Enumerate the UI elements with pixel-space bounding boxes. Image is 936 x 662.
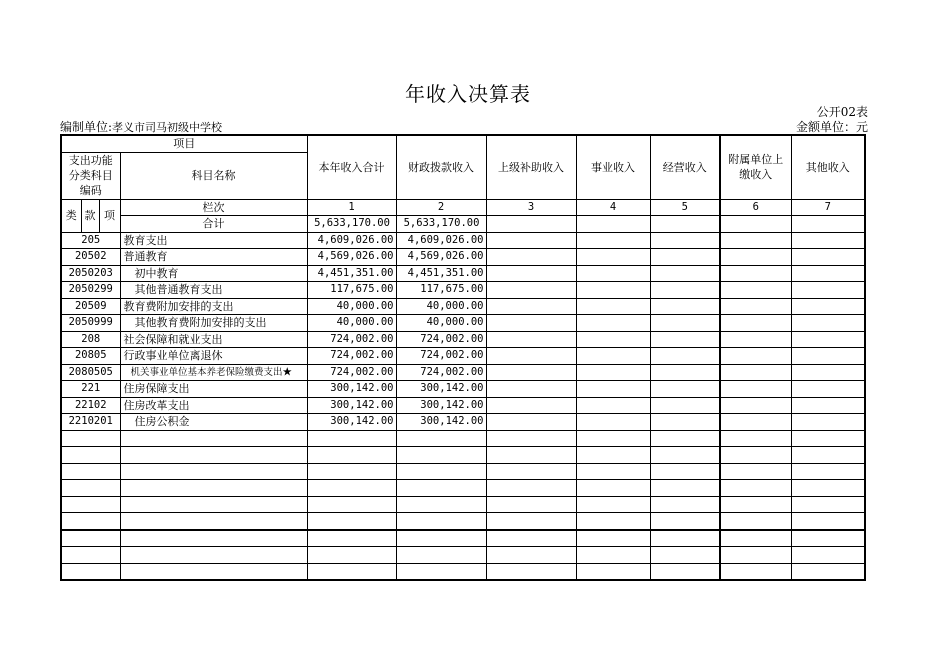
empty-row	[61, 447, 865, 464]
col-num-4: 4	[576, 199, 650, 216]
table-row	[61, 315, 865, 332]
row-code: 20805	[61, 348, 120, 365]
table-row	[61, 249, 865, 266]
row-code: 2210201	[61, 414, 120, 431]
row-name: 教育支出	[120, 232, 307, 249]
row-v2: 4,569,026.00	[396, 249, 486, 266]
row-v2: 300,142.00	[396, 397, 486, 414]
header-col-1: 本年收入合计	[307, 135, 396, 199]
row-v1: 300,142.00	[307, 397, 396, 414]
table-row	[61, 232, 865, 249]
total-label: 合计	[120, 216, 307, 233]
table-row	[61, 348, 865, 365]
row-name: 住房公积金	[120, 414, 307, 431]
col-num-3: 3	[486, 199, 576, 216]
row-v1: 724,002.00	[307, 364, 396, 381]
table-row	[61, 282, 865, 299]
row-v2: 300,142.00	[396, 381, 486, 398]
row-code: 208	[61, 331, 120, 348]
org-name: 孝义市司马初级中学校	[112, 121, 223, 134]
row-name: 行政事业单位离退休	[120, 348, 307, 365]
table-row-total	[61, 216, 865, 233]
row-name: 初中教育	[120, 265, 307, 282]
row-code: 20502	[61, 249, 120, 266]
row-v1: 117,675.00	[307, 282, 396, 299]
row-name: 社会保障和就业支出	[120, 331, 307, 348]
row-v2: 40,000.00	[396, 315, 486, 332]
table-row	[61, 381, 865, 398]
row-code: 2050299	[61, 282, 120, 299]
header-item: 项目	[61, 135, 307, 152]
col-num-7: 7	[791, 199, 865, 216]
col-num-6: 6	[720, 199, 791, 216]
row-v1: 724,002.00	[307, 331, 396, 348]
row-v2: 40,000.00	[396, 298, 486, 315]
row-v2: 724,002.00	[396, 331, 486, 348]
row-name: 机关事业单位基本养老保险缴费支出★	[120, 364, 307, 381]
row-v1: 40,000.00	[307, 298, 396, 315]
table-row	[61, 397, 865, 414]
header-col-5: 经营收入	[650, 135, 720, 199]
row-v1: 300,142.00	[307, 414, 396, 431]
row-v1: 724,002.00	[307, 348, 396, 365]
row-v2: 117,675.00	[396, 282, 486, 299]
row-name: 住房保障支出	[120, 381, 307, 398]
row-code: 2080505	[61, 364, 120, 381]
total-v1: 5,633,170.00	[307, 216, 396, 233]
header-col-4: 事业收入	[576, 135, 650, 199]
empty-row	[61, 480, 865, 497]
header-col-2: 财政拨款收入	[396, 135, 486, 199]
row-name: 教育费附加安排的支出	[120, 298, 307, 315]
row-code: 2050203	[61, 265, 120, 282]
unit-label: 金额单位：元	[795, 120, 868, 134]
row-v1: 300,142.00	[307, 381, 396, 398]
row-code: 205	[61, 232, 120, 249]
header-func-code: 支出功能分类科目编码	[61, 152, 120, 199]
table-row	[61, 414, 865, 431]
row-name: 住房改革支出	[120, 397, 307, 414]
table-row	[61, 265, 865, 282]
col-num-2: 2	[396, 199, 486, 216]
empty-row	[61, 530, 865, 547]
row-v2: 724,002.00	[396, 348, 486, 365]
row-v1: 40,000.00	[307, 315, 396, 332]
empty-row	[61, 513, 865, 530]
empty-row	[61, 463, 865, 480]
header-xiang: 项	[99, 199, 120, 232]
row-v2: 300,142.00	[396, 414, 486, 431]
row-v1: 4,451,351.00	[307, 265, 396, 282]
row-code: 221	[61, 381, 120, 398]
header-row-1	[61, 135, 865, 152]
header-kuan: 款	[81, 199, 99, 232]
empty-row	[61, 430, 865, 447]
row-v2: 4,609,026.00	[396, 232, 486, 249]
header-col-6: 附属单位上缴收入	[720, 135, 791, 199]
header-col-3: 上级补助收入	[486, 135, 576, 199]
org-label: 编制单位:	[60, 120, 113, 134]
form-number: 公开02表	[816, 105, 868, 119]
header-col-7: 其他收入	[791, 135, 865, 199]
total-v2: 5,633,170.00	[396, 216, 486, 233]
table-row	[61, 298, 865, 315]
header-row-lanci	[61, 199, 865, 216]
row-v2: 4,451,351.00	[396, 265, 486, 282]
row-v1: 4,569,026.00	[307, 249, 396, 266]
org-line	[60, 118, 222, 135]
row-v1: 4,609,026.00	[307, 232, 396, 249]
row-code: 20509	[61, 298, 120, 315]
page-title: 年收入决算表	[405, 82, 531, 106]
empty-row	[61, 496, 865, 513]
table-row	[61, 364, 865, 381]
table-row	[61, 331, 865, 348]
col-num-1: 1	[307, 199, 396, 216]
row-name: 其他教育费附加安排的支出	[120, 315, 307, 332]
row-v2: 724,002.00	[396, 364, 486, 381]
empty-row	[61, 547, 865, 564]
header-subject-name: 科目名称	[120, 152, 307, 199]
empty-row	[61, 563, 865, 580]
row-name: 其他普通教育支出	[120, 282, 307, 299]
col-num-5: 5	[650, 199, 720, 216]
row-name: 普通教育	[120, 249, 307, 266]
row-code: 22102	[61, 397, 120, 414]
row-code: 2050999	[61, 315, 120, 332]
header-lei: 类	[61, 199, 81, 232]
income-table	[60, 134, 866, 581]
header-lanci: 栏次	[120, 199, 307, 216]
